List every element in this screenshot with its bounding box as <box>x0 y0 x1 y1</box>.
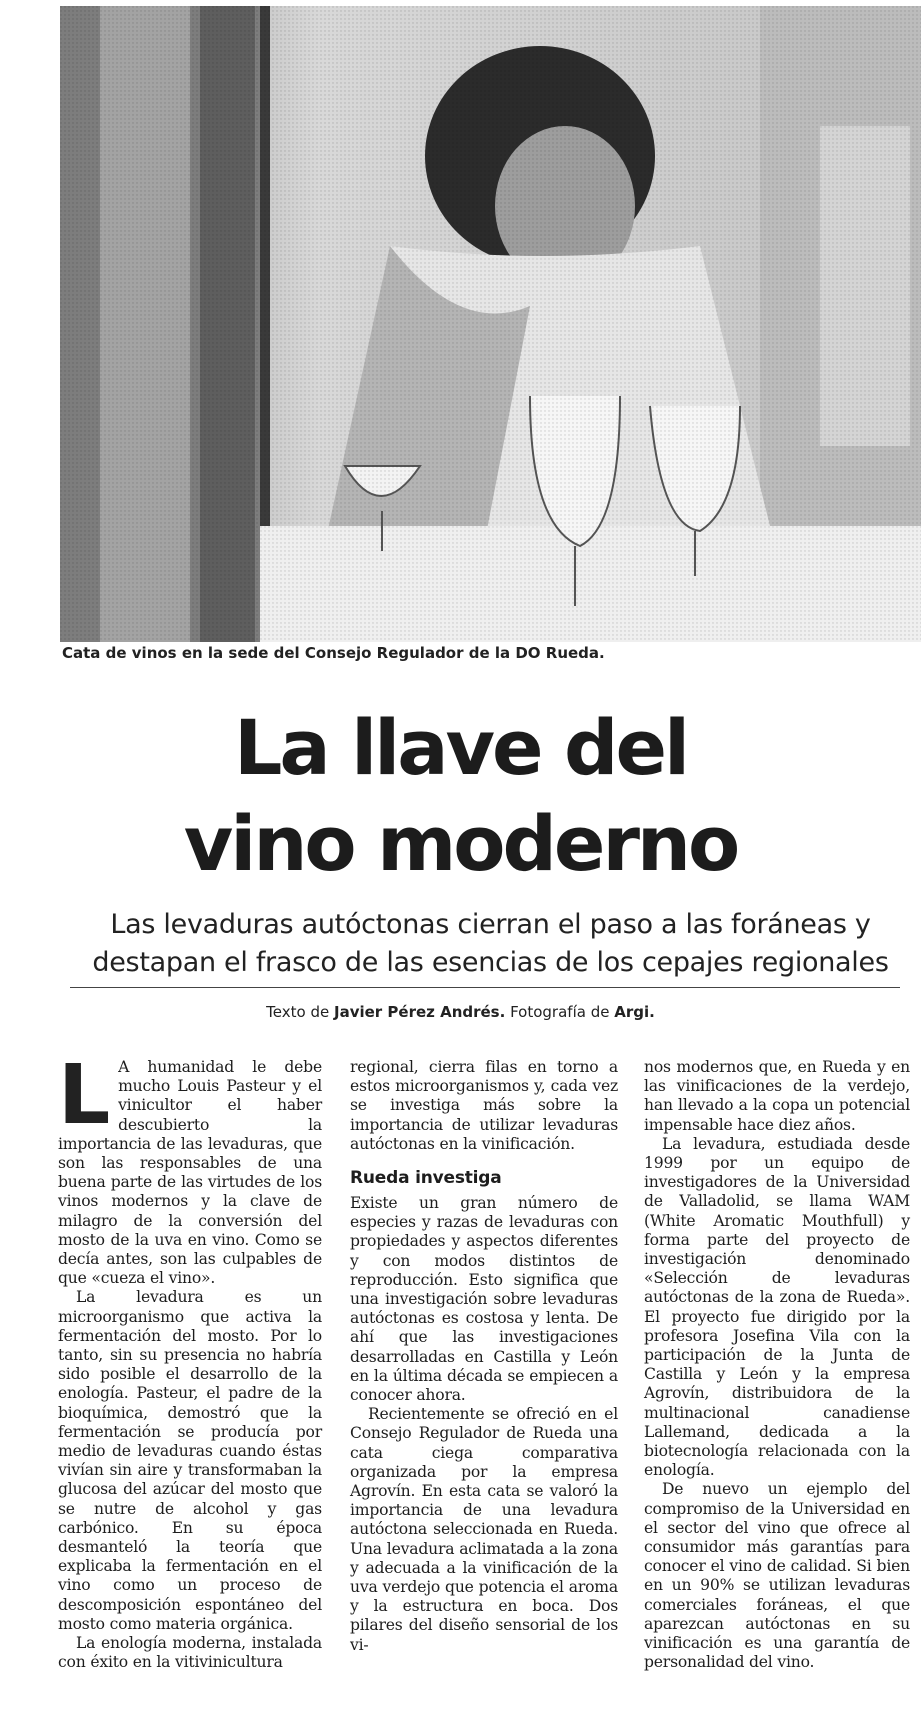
paragraph: regional, cierra filas en torno a estos microorganismos y, cada vez se investiga más sobre la importancia de utilizar levaduras autóctonas en la vinificación. <box>350 1058 618 1153</box>
wine-tasting-photo <box>60 6 921 642</box>
headline-line-2: vino moderno <box>183 799 738 888</box>
byline-photographer: Argi. <box>614 1003 655 1021</box>
paragraph <box>58 1048 322 1288</box>
paragraph: La levadura, estudiada desde 1999 por un equipo de investigadores de la Universidad de Valladolid, se llama WAM (White Aromatic Mouthfull) y forma parte del proyecto de investigación denominado «Selección de levaduras autóctonas de la zona de Rueda». El proyecto fue dirigido por la profesora Josefina Vila con la participación de la Junta de Castilla y León y la empresa Agrovín, distribuidora de la multinacional canadiense Lallemand, dedicada a la biotecnología relacionada con la enología. <box>644 1134 910 1480</box>
crosshead: Rueda investiga <box>350 1168 502 1189</box>
paragraph: La enología moderna, instalada con éxito en la vitivinicultura <box>58 1634 322 1672</box>
headline-line-1: La llave del <box>233 703 688 792</box>
article-column-3 <box>644 1058 910 1673</box>
article-photo <box>60 6 921 642</box>
drop-cap: L <box>58 1048 111 1143</box>
paragraph: La levadura es un microorganismo que activa la fermentación del mosto. Por lo tanto, sin su presencia no habría sido posible el desarrollo de la enología. Pasteur, el padre de la bioquímica, demostró que la fermentación se producía por medio de levaduras cuando éstas vivían sin aire y transformaban la glucosa del azúcar del mosto que se nutre de alcohol y gas carbónico. En su época desmanteló la teoría que explicaba la fermentación en el vino como un proceso de descomposición espontáneo del mosto como materia orgánica. <box>58 1288 322 1633</box>
subheadline-line-1: Las levaduras autóctonas cierran el paso a las foráneas y <box>110 909 871 940</box>
article-column-1 <box>58 1048 322 1673</box>
byline-photo-prefix: Fotografía de <box>505 1003 615 1021</box>
divider-rule <box>70 987 900 988</box>
paragraph-text: A humanidad le debe mucho Louis Pasteur y el vinicultor el haber descubierto la importancia de las levaduras, que son las responsables de una buena parte de las virtudes de los vinos modernos y la clave de milagro de la conversión del mosto de la uva en vino. Como se decía antes, son las culpables de que «cueza el vino». <box>58 1058 322 1288</box>
paragraph: Recientemente se ofreció en el Consejo Regulador de Rueda una cata ciega comparativa organizada por la empresa Agrovín. En esta cata se valoró la importancia de una levadura autóctona seleccionada en Rueda. Una levadura aclimatada a la zona y adecuada a la vinificación de la uva verdejo que potencia el aroma y la estructura en boca. Dos pilares del diseño sensorial de los vi- <box>350 1405 618 1654</box>
paragraph: Existe un gran número de especies y razas de levaduras con propiedades y aspectos diferentes y con modos distintos de reproducción. Esto significa que una investigación sobre levaduras autóctonas es costosa y lenta. De ahí que las investigaciones desarrolladas en Castilla y León en la última década se empiecen a conocer ahora. <box>350 1194 618 1405</box>
headline <box>0 700 921 892</box>
byline-author: Javier Pérez Andrés. <box>333 1003 506 1021</box>
paragraph: nos modernos que, en Rueda y en las vinificaciones de la verdejo, han llevado a la copa un potencial impensable hace diez años. <box>644 1058 910 1134</box>
paragraph: De nuevo un ejemplo del compromiso de la Universidad en el sector del vino que ofrece al consumidor más garantías para conocer el vino de calidad. Si bien en un 90% se utilizan levaduras comerciales foráneas, el que aparezcan autóctonas en su vinificación es una garantía de personalidad del vino. <box>644 1480 910 1672</box>
byline <box>0 1003 921 1021</box>
byline-text-prefix: Texto de <box>266 1003 334 1021</box>
subheadline-line-2: destapan el frasco de las esencias de los cepajes regionales <box>92 947 889 978</box>
subheadline <box>60 906 921 982</box>
photo-caption: Cata de vinos en la sede del Consejo Regulador de la DO Rueda. <box>62 644 605 662</box>
article-column-2 <box>350 1058 618 1655</box>
